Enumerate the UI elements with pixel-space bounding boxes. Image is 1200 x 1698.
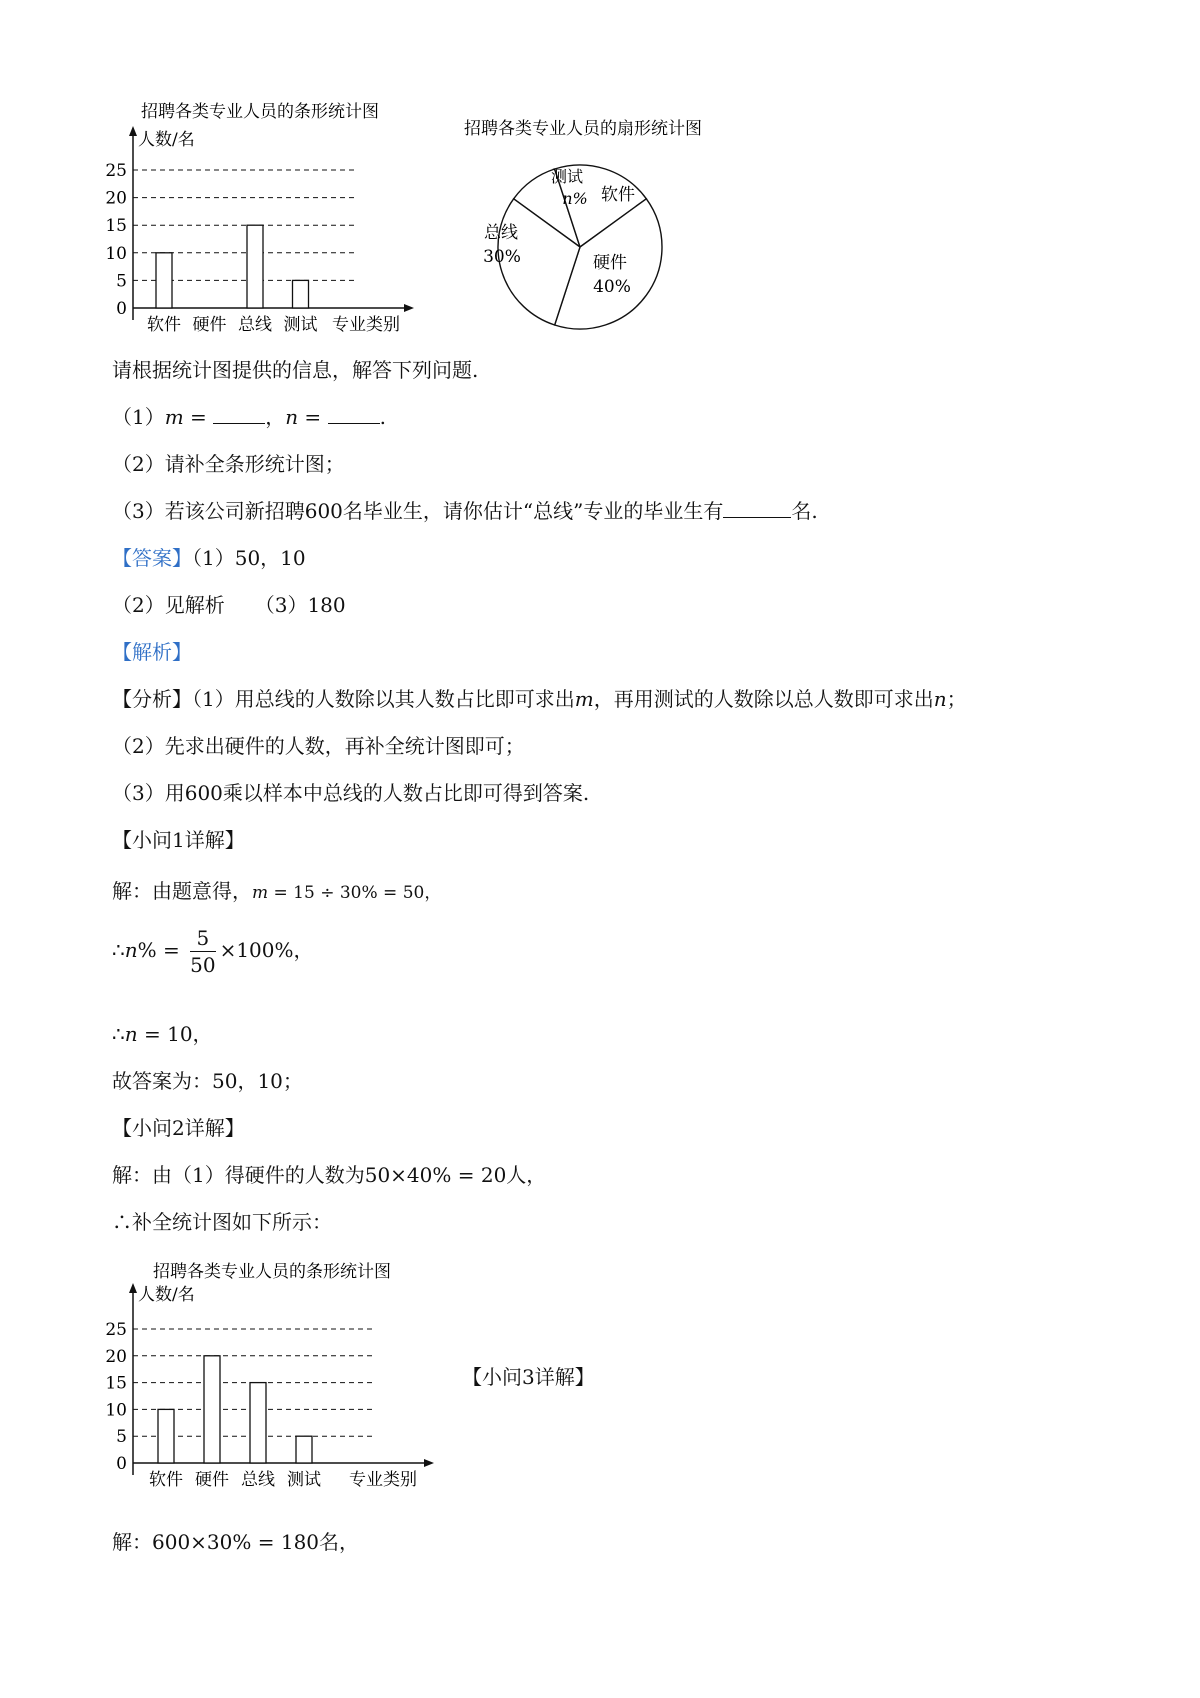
- sub2-head: 【小问2详解】: [112, 1116, 245, 1140]
- var-n: n: [285, 405, 299, 429]
- sub1-line1-a: 解：由题意得，: [112, 879, 252, 903]
- sub1-line4: 故答案为：50，10；: [112, 1069, 303, 1093]
- q1-end: .: [379, 405, 386, 429]
- sub1-line2-c: % =: [137, 938, 187, 962]
- y-tick-label: 5: [116, 1427, 127, 1448]
- answer-tag: 【答案】: [112, 546, 192, 570]
- x-axis-label: 专业类别: [332, 315, 400, 335]
- y-tick-label: 10: [105, 243, 127, 264]
- q1-prefix: （1）: [112, 405, 165, 429]
- pie-value-bus: 30%: [483, 247, 521, 267]
- x-tick-label: 总线: [238, 315, 272, 335]
- analysis-var-n: n: [933, 687, 947, 711]
- bar: [204, 1356, 220, 1463]
- y-tick-label: 15: [105, 216, 127, 237]
- sub1-line1-c: = 15 ÷ 30% = 50，: [268, 883, 442, 903]
- q3-end: 名.: [791, 499, 818, 523]
- blank-bus[interactable]: [723, 497, 791, 518]
- bar-chart-1-title: 招聘各类专业人员的条形统计图: [141, 102, 379, 122]
- q1-eq2: =: [298, 405, 328, 429]
- q1-eq: =: [183, 405, 214, 429]
- y-tick-label: 25: [105, 1320, 127, 1340]
- analysis-var-m: m: [574, 687, 594, 711]
- therefore-2: ∴: [112, 1022, 125, 1046]
- bar: [156, 253, 172, 308]
- bar: [293, 280, 309, 308]
- y-tick-label: 0: [116, 1454, 127, 1474]
- x-tick-label: 总线: [241, 1470, 275, 1490]
- x-tick-label: 硬件: [195, 1470, 229, 1490]
- y-axis-arrow: [129, 126, 137, 136]
- var-m: m: [164, 405, 184, 429]
- bar-chart-2: [100, 1253, 460, 1503]
- sub2-line2: ∴补全统计图如下所示：: [112, 1210, 332, 1234]
- y-axis-arrow: [129, 1283, 137, 1293]
- pie-label-software: 软件: [601, 185, 635, 205]
- y-axis-label: 人数/名: [138, 130, 195, 150]
- analysis-1: [112, 684, 967, 714]
- pie-label-bus: 总线: [484, 223, 518, 243]
- sub1-line2-d: ×100%，: [219, 938, 314, 962]
- pie-chart: [455, 112, 755, 342]
- answer-1: （1）50，10: [192, 546, 306, 570]
- bar-chart-2-title: 招聘各类专业人员的条形统计图: [153, 1262, 391, 1282]
- fraction: [190, 925, 215, 978]
- intro-text: 请根据统计图提供的信息，解答下列问题.: [112, 358, 479, 382]
- fraction-numerator: 5: [190, 925, 215, 952]
- y-tick-label: 20: [105, 1346, 127, 1367]
- x-tick-label: 测试: [283, 315, 318, 335]
- question-1: [112, 402, 386, 432]
- y-tick-label: 15: [105, 1373, 127, 1394]
- pie-label-hardware: 硬件: [593, 253, 627, 273]
- sub1-line1: [112, 876, 441, 908]
- analysis-1c: ，再用测试的人数除以总人数即可求出: [593, 687, 934, 711]
- analysis-tag: 【解析】: [112, 640, 192, 664]
- sub1-var-n: n: [124, 938, 138, 962]
- x-tick-label: 测试: [287, 1470, 321, 1490]
- analysis-1e: ；: [946, 687, 967, 711]
- analysis-1a: 【分析】（1）用总线的人数除以其人数占比即可求出: [112, 687, 575, 711]
- bar-chart-1: [100, 92, 440, 342]
- pie-value-test: n%: [562, 189, 588, 208]
- bar: [296, 1436, 312, 1463]
- x-tick-label: 软件: [147, 315, 181, 335]
- x-axis-arrow: [424, 1459, 434, 1467]
- x-axis-label: 专业类别: [349, 1470, 417, 1490]
- bar: [158, 1409, 174, 1463]
- answer-line-2: （2）见解析 （3）180: [112, 593, 346, 617]
- sub1-var-n2: n: [124, 1022, 138, 1046]
- sub1-line2: [112, 922, 314, 978]
- pie-value-hardware: 40%: [593, 277, 631, 297]
- fraction-denominator: 50: [190, 953, 216, 977]
- q3-text: （3）若该公司新招聘600名毕业生，请你估计“总线”专业的毕业生有: [112, 499, 724, 523]
- pie-chart-title: 招聘各类专业人员的扇形统计图: [464, 119, 702, 139]
- y-tick-label: 5: [116, 271, 127, 292]
- blank-n[interactable]: [328, 403, 380, 424]
- bar: [247, 225, 263, 308]
- bar: [250, 1383, 266, 1463]
- analysis-2: （2）先求出硬件的人数，再补全统计图即可；: [112, 734, 525, 758]
- sub1-line3: [112, 1019, 213, 1049]
- x-tick-label: 硬件: [192, 315, 227, 335]
- x-tick-label: 软件: [149, 1470, 183, 1490]
- analysis-3: （3）用600乘以样本中总线的人数占比即可得到答案.: [112, 781, 590, 805]
- y-tick-label: 20: [105, 188, 127, 209]
- answer-line-1: [112, 543, 306, 573]
- sub1-line3-c: = 10，: [137, 1022, 213, 1046]
- sub1-var-m: m: [252, 883, 269, 903]
- therefore-1: ∴: [112, 938, 125, 962]
- q1-sep: ，: [265, 405, 286, 429]
- sub1-head: 【小问1详解】: [112, 828, 245, 852]
- sub3-head: 【小问3详解】: [462, 1365, 595, 1389]
- question-2: （2）请补全条形统计图；: [112, 452, 345, 476]
- sub2-line1: 解：由（1）得硬件的人数为50×40% = 20人，: [112, 1163, 547, 1187]
- blank-m[interactable]: [213, 403, 265, 424]
- y-tick-label: 25: [105, 161, 127, 181]
- x-axis-arrow: [404, 304, 414, 312]
- y-tick-label: 10: [105, 1400, 127, 1421]
- y-axis-label: 人数/名: [138, 1285, 195, 1305]
- question-3: [112, 496, 818, 526]
- pie-label-test: 测试: [550, 167, 584, 186]
- y-tick-label: 0: [116, 299, 127, 319]
- sub3-line1: 解：600×30% = 180名，: [112, 1530, 360, 1554]
